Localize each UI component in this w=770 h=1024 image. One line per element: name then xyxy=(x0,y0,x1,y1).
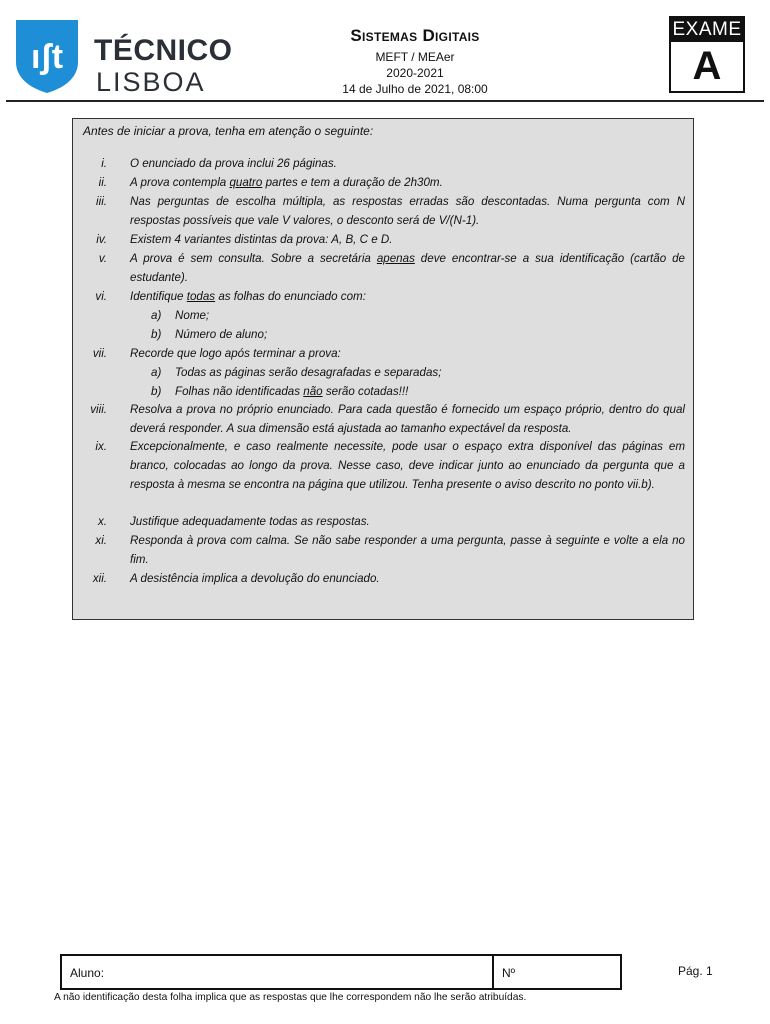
aluno-label: Aluno: xyxy=(70,966,105,980)
logo-line-2: LISBOA xyxy=(96,67,206,97)
exam-label: EXAME xyxy=(672,19,742,40)
ist-logo xyxy=(14,18,233,97)
exam-date: 14 de Julho de 2021, 08:00 xyxy=(342,82,488,96)
course-title: Sistemas Digitais xyxy=(350,26,480,45)
page-number: Pág. 1 xyxy=(678,964,713,978)
instructions-intro: Antes de iniciar a prova, tenha em atenção o seguinte: xyxy=(83,124,374,138)
logo-line-1: TÉCNICO xyxy=(94,34,233,67)
shield-logo-icon xyxy=(14,18,80,94)
instruction-subitem: b) Folhas não identificadas não serão cotadas!!! xyxy=(151,385,409,398)
academic-year: 2020-2021 xyxy=(386,66,444,80)
numero-label: Nº xyxy=(502,966,516,980)
instruction-subitem: b) Número de aluno; xyxy=(151,328,268,341)
instruction-subitem: a) Todas as páginas serão desagrafadas e separadas; xyxy=(151,366,442,379)
exam-variant: A xyxy=(692,44,722,88)
instructions-box: Antes de iniciar a prova, tenha em atenção o seguinte: i. O enunciado da prova inclui 26 páginas. ii. A prova contempla quatro partes e tem a duração de 2h30m. iii. Nas perguntas de escolha múltipla, as respostas erradas são descontadas. Numa pergunta com N respostas possíveis que vale V valores, o desconto será de V/(N-1). iv. Existem 4 variantes distintas da prova: A, B, C e D. v. A prova é sem consulta. Sobre a secretária apenas deve encontrar-se a sua identificação (cartão de estudante). vi. Identifique todas as folhas do enunciado com: a) Nome; b) Número de aluno; vii. Recorde que logo após terminar a prova: a) Todas as páginas serão desagrafadas e separadas; b) Folhas não identificadas não serão cotadas!!! viii. Resolva a prova no próprio enunciado. Para cada questão é fornecido um espaço próprio, dentro do qual deverá responder. A sua dimensão está ajustada ao tamanho expectável da resposta. ix. Excepcionalmente, e caso realmente necessite, pode usar o espaço extra disponível das páginas em branco, colocadas ao longo da prova. Nesse caso, deve indicar junto ao enunciado da pergunta que a resposta à mesma se encontra na página que utilizou. Tenha presente o aviso descrito no ponto vii.b). x. Justifique adequadamente todas as respostas. xi. Responda à prova com calma. Se não sabe responder a uma pergunta, passe à seguinte e volte a ela no fim. xii. A desistência implica a devolução do enunciado. xyxy=(72,118,694,620)
footer-note: A não identificação desta folha implica que as respostas que lhe correspondem não lhe serão atribuídas. xyxy=(54,992,527,1003)
header-divider xyxy=(6,100,764,102)
instruction-subitem: a) Nome; xyxy=(151,309,210,322)
student-id-box xyxy=(60,954,622,990)
id-box-divider xyxy=(492,956,494,988)
exam-variant-box xyxy=(669,16,745,93)
course-programs: MEFT / MEAer xyxy=(375,50,455,64)
svg-text:ıʃt: ıʃt xyxy=(30,38,64,76)
